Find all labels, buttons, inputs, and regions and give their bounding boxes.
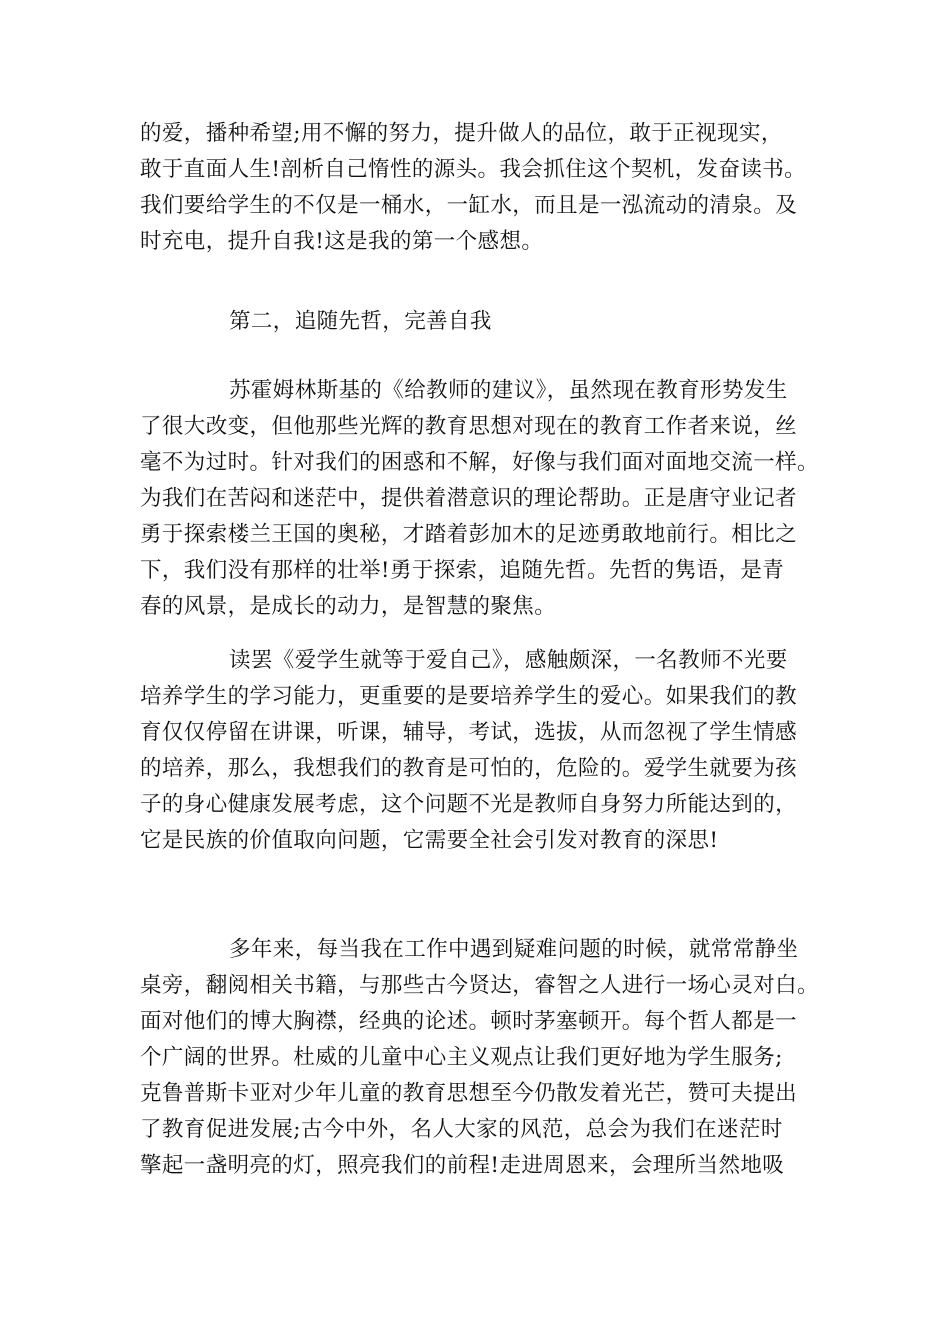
text-line: 的培养，那么，我想我们的教育是可怕的，危险的。爱学生就要为孩 [140, 756, 798, 781]
text-line: 春的风景，是成长的动力，是智慧的聚焦。 [140, 594, 557, 619]
text-line: 子的身心健康发展考虑，这个问题不光是教师自身努力所能达到的， [140, 792, 798, 817]
text-line: 克鲁普斯卡亚对少年儿童的教育思想至今仍散发着光芒，赞可夫提出 [140, 1081, 798, 1106]
paragraph-4 [140, 932, 840, 1184]
section-heading-text: 第二，追随先哲，完善自我 [229, 309, 492, 334]
text-line: 下，我们没有那样的壮举!勇于探索，追随先哲。先哲的隽语，是青 [140, 558, 785, 583]
text-line: 个广阔的世界。杜威的儿童中心主义观点让我们更好地为学生服务; [140, 1045, 783, 1070]
text-line: 培养学生的学习能力，更重要的是要培养学生的爱心。如果我们的教 [140, 684, 798, 709]
paragraph-3 [140, 643, 840, 859]
text-line: 读罢《爱学生就等于爱自己》，感触颇深，一名教师不光要 [229, 648, 788, 673]
text-line: 了教育促进发展;古今中外，名人大家的风范，总会为我们在迷茫时 [140, 1117, 783, 1142]
text-line: 它是民族的价值取向问题，它需要全社会引发对教育的深思! [140, 828, 719, 853]
text-line: 的爱，播种希望;用不懈的努力，提升做人的品位，敢于正视现实， [140, 121, 783, 146]
text-line: 为我们在苦闷和迷茫中，提供着潜意识的理论帮助。正是唐守业记者 [140, 486, 798, 511]
text-line: 了很大改变，但他那些光辉的教育思想对现在的教育工作者来说，丝 [140, 414, 798, 439]
paragraph-1 [140, 116, 840, 260]
text-line: 毫不为过时。针对我们的困惑和不解，好像与我们面对面地交流一样。 [140, 450, 819, 475]
text-line: 面对他们的博大胸襟，经典的论述。顿时茅塞顿开。每个哲人都是一 [140, 1009, 798, 1034]
text-line: 苏霍姆林斯基的《给教师的建议》，虽然现在教育形势发生 [229, 378, 788, 403]
paragraph-2 [140, 373, 840, 625]
text-line: 时充电，提升自我!这是我的第一个感想。 [140, 229, 544, 254]
text-line: 擎起一盏明亮的灯，照亮我们的前程!走进周恩来，会理所当然地吸 [140, 1153, 785, 1178]
text-line: 多年来，每当我在工作中遇到疑难问题的时候，就常常静坐 [229, 937, 799, 962]
text-line: 我们要给学生的不仅是一桶水，一缸水，而且是一泓流动的清泉。及 [140, 193, 798, 218]
text-line: 敢于直面人生!剖析自己惰性的源头。我会抓住这个契机，发奋读书。 [140, 157, 807, 182]
text-line: 勇于探索楼兰王国的奥秘，才踏着彭加木的足迹勇敢地前行。相比之 [140, 522, 798, 547]
text-line: 桌旁，翻阅相关书籍，与那些古今贤达，睿智之人进行一场心灵对白。 [140, 973, 819, 998]
text-line: 育仅仅停留在讲课，听课，辅导，考试，选拔，从而忽视了学生情感 [140, 720, 798, 745]
section-heading [140, 304, 840, 340]
